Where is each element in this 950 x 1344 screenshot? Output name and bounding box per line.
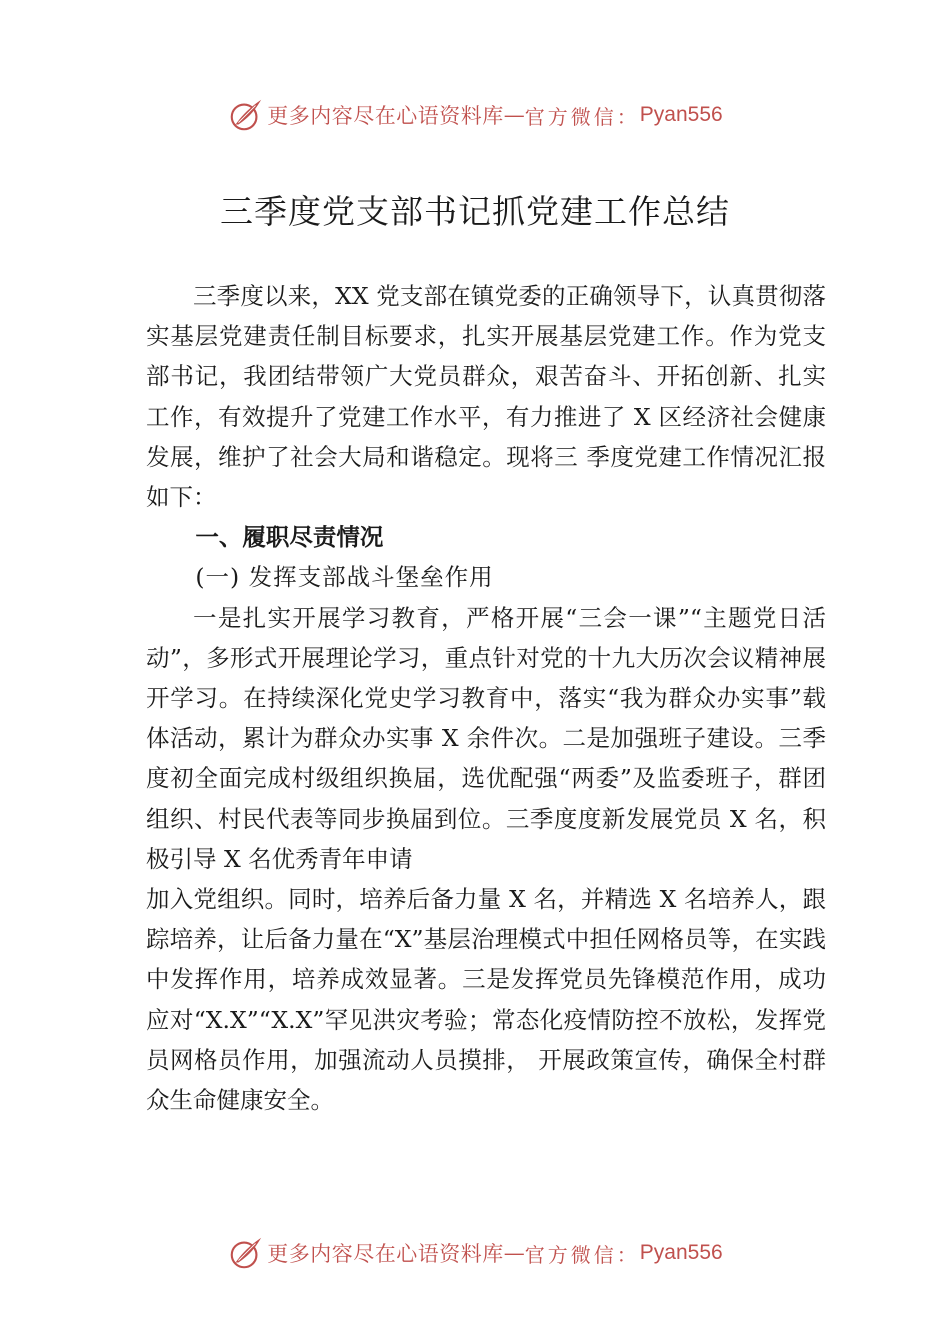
document-body (146, 276, 826, 1120)
wechat-label: 官方微信： (524, 1242, 640, 1267)
banner-separator: — (503, 103, 525, 127)
subsection-heading: (一) 发挥支部战斗堡垒作用 (195, 563, 494, 592)
header-banner (0, 90, 950, 140)
wechat-id: Pyan556 (639, 1241, 723, 1264)
wechat-label: 官方微信： (524, 104, 640, 129)
feather-pen-logo-icon (227, 96, 265, 134)
banner-text: 更多内容尽在心语资料库 (267, 1242, 504, 1266)
intro-paragraph: 三季度以来，XX 党支部在镇党委的正确领导下，认真贯彻落实基层党建责任制目标要求，扎实开展基层党建工作。作为党支部书记，我团结带领广大党员群众，艰苦奋斗、开拓创新、扎实工作，有效提升了党建工作水平，有力推进了 X 区经济社会健康发展，维护了社会大局和谐稳定。现将三 季度党建工作情况汇报如下： (146, 282, 826, 512)
section-heading: 一、履职尽责情况 (195, 523, 384, 552)
document-title: 三季度党支部书记抓党建工作总结 (220, 192, 730, 231)
body-paragraph-continued: 加入党组织。同时，培养后备力量 X 名，并精选 X 名培养人，跟踪培养，让后备力量在“X”基层治理模式中担任网格员等，在实践中发挥作用，培养成效显著。三是发挥党员先锋模范作用，成功应对“X.X”“X.X”罕见洪灾考验；常态化疫情防控不放松，发挥党员网格员作用，加强流动人员摸排， 开展政策宣传，确保全村群众生命健康安全。 (146, 885, 826, 1115)
banner-text: 更多内容尽在心语资料库 (267, 104, 504, 128)
wechat-id: Pyan556 (639, 103, 723, 126)
banner-separator: — (503, 1241, 525, 1265)
footer-banner (0, 1228, 950, 1278)
body-paragraph: 一是扎实开展学习教育，严格开展“三会一课”“主题党日活动”，多形式开展理论学习，重点针对党的十九大历次会议精神展开学习。在持续深化党史学习教育中，落实“我为群众办实事”载体活动，累计为群众办实事 X 余件次。二是加强班子建设。三季度初全面完成村级组织换届，选优配强“两委”及监委班子，群团组织、村民代表等同步换届到位。三季度度新发展党员 X 名，积极引导 X 名优秀青年申请 (146, 603, 826, 873)
feather-pen-logo-icon (227, 1234, 265, 1272)
